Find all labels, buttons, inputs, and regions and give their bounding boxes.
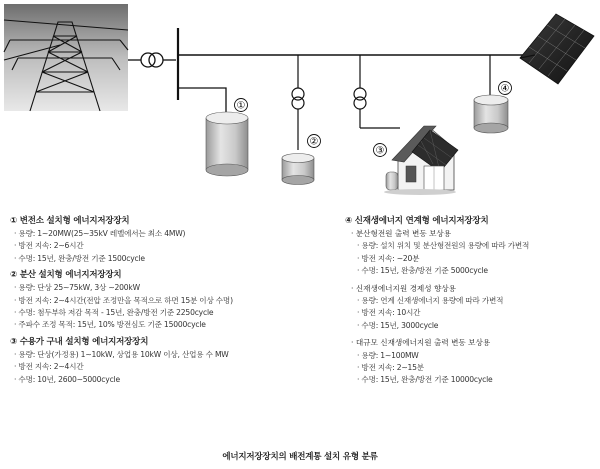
group-large-scale — [345, 337, 595, 387]
spec-line: · 방전 지속: 2~4시간(전압 조정만을 목적으로 하면 15분 이상 수명) — [14, 295, 233, 305]
section-distributed — [10, 269, 310, 332]
transmission-tower-image — [4, 4, 128, 111]
section-title: ① 변전소 설치형 에너지저장장치 — [10, 216, 130, 226]
spec-line: · 수명: 15년, 완충/방전 기준 1500cycle — [14, 253, 145, 263]
svg-text:①: ① — [236, 100, 246, 112]
section-customer — [10, 336, 310, 386]
spec-line: · 용량: 연계 신재생에너지 용량에 따라 가변적 — [357, 296, 504, 306]
spec-line: · 용량: 설치 위치 및 분산형전원의 용량에 따라 가변적 — [357, 241, 530, 251]
spec-line: · 방전 지속: 10시간 — [357, 308, 421, 318]
marker-4 — [499, 82, 512, 95]
substation-transformer-icon — [128, 53, 176, 67]
spec-line: · 용량: 1~100MW — [357, 350, 419, 360]
marker-1 — [235, 99, 248, 112]
spec-line: · 용량: 단상 25~75kW, 3상 ~200kW — [14, 283, 140, 293]
distribution-transformer-icon — [292, 55, 304, 150]
section-substation — [10, 215, 310, 265]
marker-2 — [308, 135, 321, 148]
spec-line: · 방전 지속: 2~4시간 — [14, 362, 84, 372]
group-title: · 분산형전원 출력 변동 보상용 — [351, 229, 452, 238]
svg-text:②: ② — [309, 136, 319, 148]
group-title: · 신재생에너지원 경제성 향상용 — [351, 283, 457, 293]
spec-line: · 수명: 15년, 완충/방전 기준 10000cycle — [357, 375, 493, 385]
section-title: ③ 수용가 구내 설치형 에너지저장장치 — [10, 336, 149, 347]
spec-line: · 방전 지속: ~20분 — [357, 253, 420, 263]
spec-line: · 방전 지속: 2~6시간 — [14, 241, 84, 251]
spec-line: · 수명: 15년, 완충/방전 기준 5000cycle — [357, 266, 488, 276]
marker-3 — [374, 144, 387, 157]
renewable-storage — [474, 95, 508, 133]
figure-caption: 에너지저장장치의 배전계통 설치 유형 분류 — [222, 452, 378, 462]
spec-line: · 용량: 1~20MW(25~35kV 레벨에서는 최소 4MW) — [14, 229, 186, 238]
spec-line: · 용량: 단상(가정용) 1~10kW, 상업용 10kW 이상, 산업용 수 MW — [14, 349, 229, 359]
distributed-storage — [282, 154, 314, 185]
spec-line: · 주파수 조정 목적: 15년, 10% 방전심도 기준 15000cycle — [14, 320, 206, 330]
customer-transformer-icon — [354, 55, 400, 128]
house-with-solar-image — [384, 126, 458, 195]
section-title: ④ 신재생에너지 연계형 에너지저장장치 — [345, 216, 489, 226]
spec-line: · 방전 지속: 2~15분 — [357, 363, 424, 373]
group-title: · 대규모 신재생에너지원 출력 변동 보상용 — [351, 338, 491, 348]
left-column — [10, 215, 310, 390]
group-economics — [345, 283, 595, 333]
svg-text:③: ③ — [375, 145, 385, 157]
section-title: ② 분산 설치형 에너지저장장치 — [10, 270, 122, 281]
svg-text:④: ④ — [500, 83, 510, 95]
spec-line: · 수명: 첨두부하 저감 목적 - 15년, 완충/방전 기준 2250cycle — [14, 308, 214, 318]
grid-diagram — [0, 0, 600, 205]
solar-panel-image — [520, 14, 594, 84]
spec-line: · 수명: 15년, 3000cycle — [357, 320, 439, 330]
right-column — [345, 215, 595, 387]
group-output-smoothing — [345, 228, 595, 278]
spec-line: · 수명: 10년, 2600~5000cycle — [14, 374, 120, 384]
